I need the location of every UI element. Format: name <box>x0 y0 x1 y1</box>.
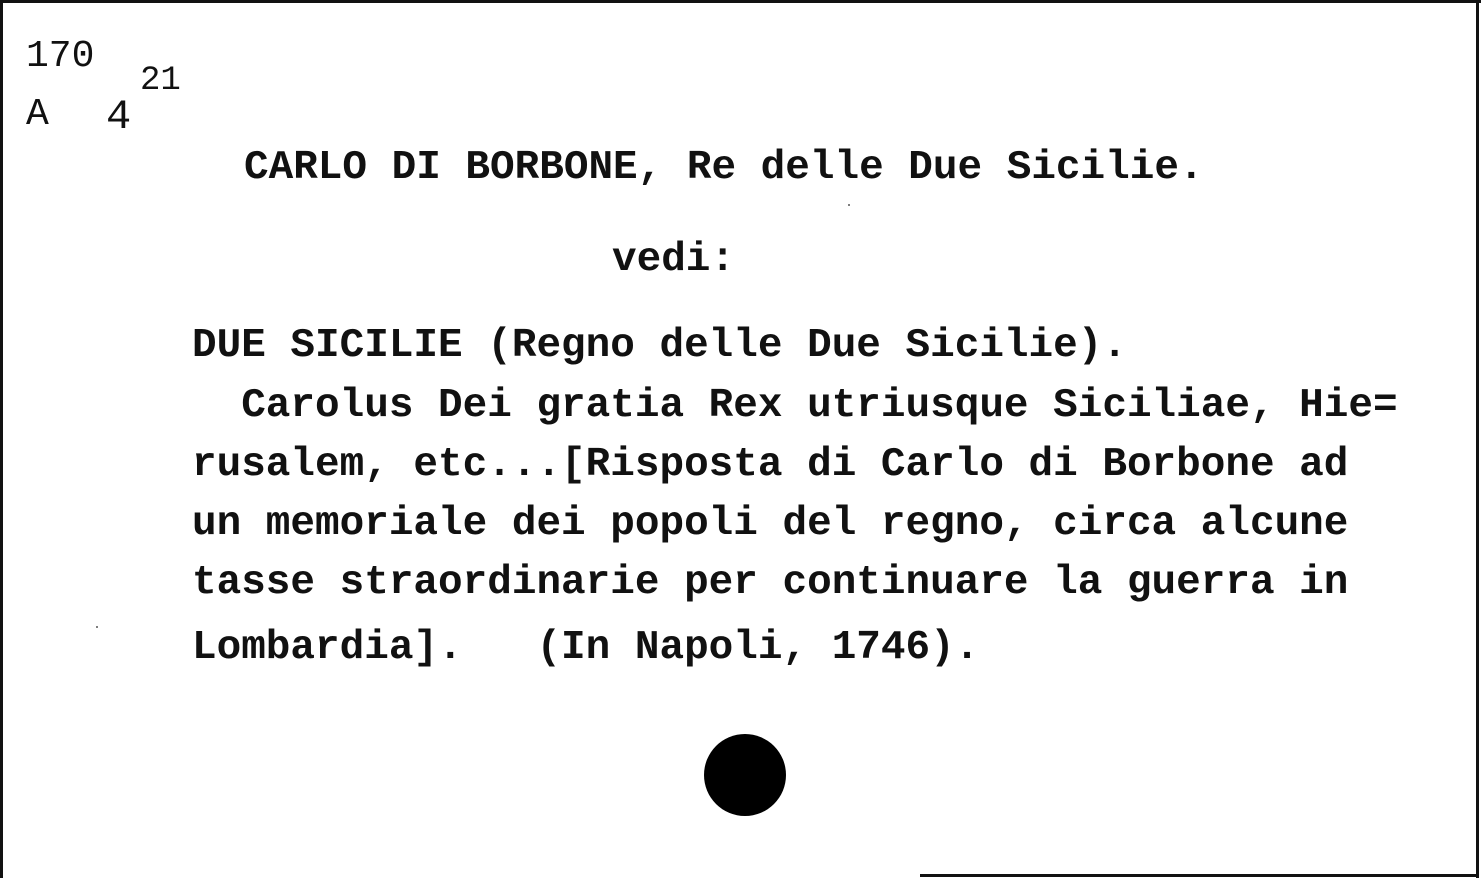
entry-line-1: DUE SICILIE (Regno delle Due Sicilie). <box>192 323 1127 369</box>
paper-speck <box>96 626 98 628</box>
card-right-border <box>1476 0 1479 878</box>
shelfmark-line-1: 170 <box>26 35 95 78</box>
card-left-border <box>0 0 3 878</box>
entry-line-2: Carolus Dei gratia Rex utriusque Siciliae, Hie= <box>192 383 1398 429</box>
see-reference-label: vedi: <box>612 237 736 283</box>
entry-line-4: un memoriale dei popoli del regno, circa alcune <box>192 501 1349 547</box>
punch-hole <box>704 734 786 816</box>
entry-line-6: Lombardia]. (In Napoli, 1746). <box>192 625 980 671</box>
entry-line-5: tasse straordinarie per continuare la guerra in <box>192 560 1349 606</box>
shelfmark-prefix: A <box>26 93 49 136</box>
paper-speck <box>848 204 850 206</box>
shelfmark-superscript: 21 <box>140 62 181 100</box>
card-top-border <box>0 0 1481 3</box>
shelfmark-number: 4 <box>106 93 132 141</box>
card-bottom-rule <box>920 874 1476 877</box>
card-heading: CARLO DI BORBONE, Re delle Due Sicilie. <box>244 145 1204 191</box>
entry-line-3: rusalem, etc...[Risposta di Carlo di Borbone ad <box>192 442 1349 488</box>
